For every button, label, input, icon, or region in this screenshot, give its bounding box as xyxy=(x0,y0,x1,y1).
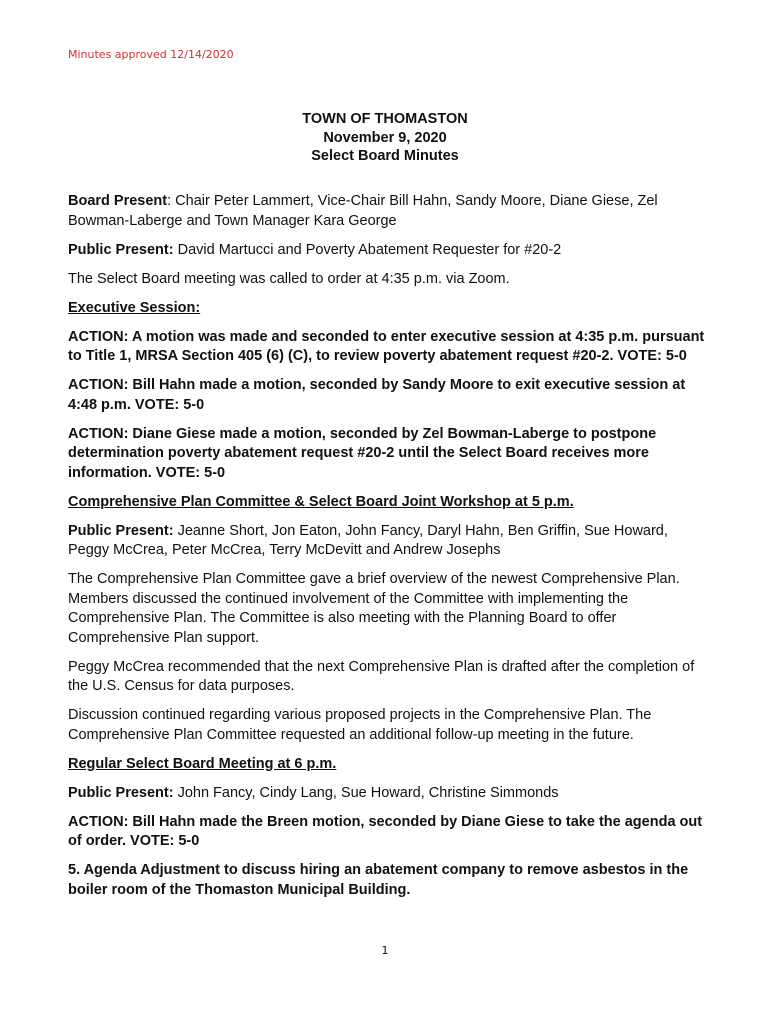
comp-plan-heading: Comprehensive Plan Committee & Select Board Joint Workshop at 5 p.m. xyxy=(68,493,574,510)
meeting-date: November 9, 2020 xyxy=(323,129,447,146)
document-title xyxy=(0,110,770,166)
comp-plan-para-3: Discussion continued regarding various proposed projects in the Comprehensive Plan. The Comprehensive Plan Committee requested an additional follow-up meeting in the future. xyxy=(68,707,652,743)
board-present-text: : Chair Peter Lammert, Vice-Chair Bill Hahn, Sandy Moore, Diane Giese, Zel Bowman-Laberge and Town Manager Kara George xyxy=(68,193,658,229)
regular-action: ACTION: Bill Hahn made the Breen motion, seconded by Diane Giese to take the agenda out of order. VOTE: 5-0 xyxy=(68,813,703,849)
comp-plan-public-label: Public Present: xyxy=(68,522,174,539)
page-number: 1 xyxy=(381,944,389,957)
regular-meeting-heading: Regular Select Board Meeting at 6 p.m. xyxy=(68,755,337,772)
document-type: Select Board Minutes xyxy=(311,148,459,164)
town-name: TOWN OF THOMASTON xyxy=(302,111,468,127)
comp-plan-public-present xyxy=(68,522,708,561)
public-present-label: Public Present: xyxy=(68,241,174,258)
executive-action-2: ACTION: Bill Hahn made a motion, seconded by Sandy Moore to exit executive session at 4:48 p.m. VOTE: 5-0 xyxy=(68,377,686,413)
public-present-text: David Martucci and Poverty Abatement Requester for #20-2 xyxy=(173,241,562,258)
comp-plan-para-1: The Comprehensive Plan Committee gave a brief overview of the newest Comprehensive Plan. Members discussed the continued involvement of the Committee with implementing the Comprehensive Plan. The Committee is also meeting with the Planning Board to offer Comprehensive Plan support. xyxy=(68,571,680,646)
comp-plan-public-text: Jeanne Short, Jon Eaton, John Fancy, Daryl Hahn, Ben Griffin, Sue Howard, Peggy McCrea, Peter McCrea, Terry McDevitt and Andrew Josephs xyxy=(68,522,668,558)
executive-action-1: ACTION: A motion was made and seconded to enter executive session at 4:35 p.m. pursuant to Title 1, MRSA Section 405 (6) (C), to review poverty abatement request #20-2. VOTE: 5-0 xyxy=(68,328,705,364)
regular-public-label: Public Present: xyxy=(68,784,174,801)
executive-action-3: ACTION: Diane Giese made a motion, seconded by Zel Bowman-Laberge to postpone determination poverty abatement request #20-2 until the Select Board receives more information. VOTE: 5-0 xyxy=(68,425,657,481)
minutes-body xyxy=(68,192,708,910)
board-present-label: Board Present xyxy=(68,193,168,209)
regular-public-present xyxy=(68,784,708,804)
board-present xyxy=(68,192,708,231)
approval-note: Minutes approved 12/14/2020 xyxy=(68,48,234,61)
agenda-item-5: 5. Agenda Adjustment to discuss hiring an abatement company to remove asbestos in the boiler room of the Thomaston Municipal Building. xyxy=(68,862,689,898)
regular-public-text: John Fancy, Cindy Lang, Sue Howard, Christine Simmonds xyxy=(173,784,559,801)
called-to-order: The Select Board meeting was called to order at 4:35 p.m. via Zoom. xyxy=(68,270,510,287)
comp-plan-para-2: Peggy McCrea recommended that the next Comprehensive Plan is drafted after the completion of the U.S. Census for data purposes. xyxy=(68,658,695,694)
public-present-initial xyxy=(68,241,708,261)
executive-session-heading: Executive Session: xyxy=(68,299,201,316)
